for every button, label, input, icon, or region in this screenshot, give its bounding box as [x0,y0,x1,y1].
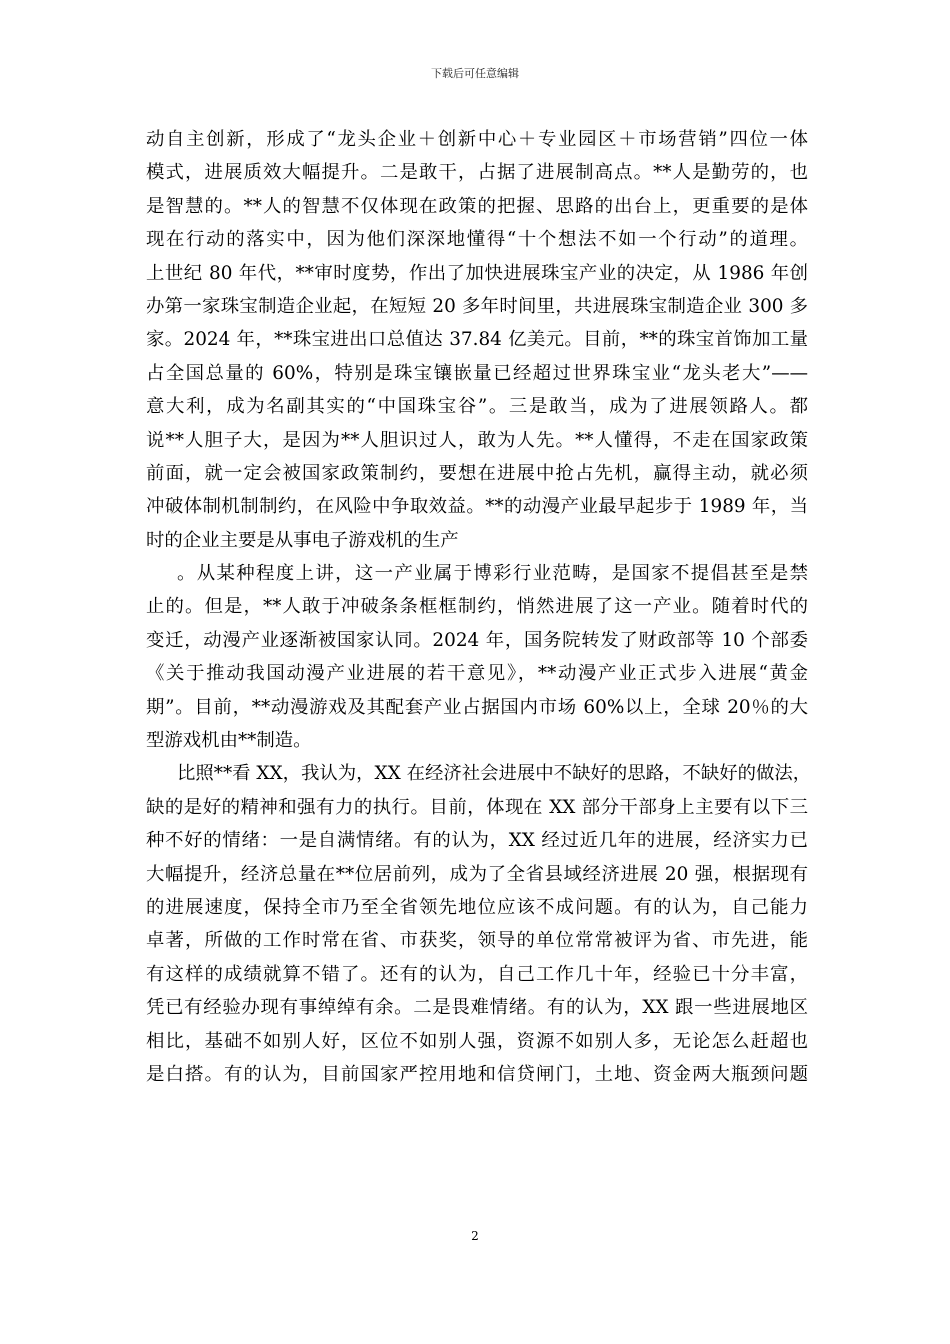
text-line: 冲破体制机制制约，在风险中争取效益。**的动漫产业最早起步于 1989 年，当 [146,496,808,518]
text-line: 期”。目前，**动漫游戏及其配套产业占据国内市场 60%以上，全球 20％的大 [146,696,808,718]
page-header: 下载后可任意编辑 [431,67,519,80]
text-line: 时的企业主要是从事电子游戏机的生产 [146,529,459,551]
text-line: 有这样的成绩就算不错了。还有的认为，自己工作几十年，经验已十分丰富， [146,963,808,985]
text-line: 现在行动的落实中，因为他们深深地懂得“十个想法不如一个行动”的道理。 [146,229,808,251]
text-line: 《关于推动我国动漫产业进展的若干意见》，**动漫产业正式步入进展“黄金 [146,663,808,685]
text-line: 变迁，动漫产业逐渐被国家认同。2024 年，国务院转发了财政部等 10 个部委 [146,629,808,651]
document-body [146,123,812,1091]
text-line: 。从某种程度上讲，这一产业属于博彩行业范畴，是国家不提倡甚至是禁 [177,563,808,585]
text-line: 家。2024 年，**珠宝进出口总值达 37.84 亿美元。目前，**的珠宝首饰加工量 [146,329,808,351]
text-line: 种不好的情绪：一是自满情绪。有的认为，XX 经过近几年的进展，经济实力已 [146,830,808,852]
text-line: 相比，基础不如别人好，区位不如别人强，资源不如别人多，无论怎么赶超也 [146,1030,808,1052]
text-line: 型游戏机由**制造。 [146,730,312,752]
text-line: 说**人胆子大，是因为**人胆识过人，敢为人先。**人懂得，不走在国家政策 [146,429,808,451]
text-line: 是智慧的。**人的智慧不仅体现在政策的把握、思路的出台上，更重要的是体 [146,195,808,217]
text-line: 占全国总量的 60%，特别是珠宝镶嵌量已经超过世界珠宝业“龙头老大”—— [146,362,808,384]
text-line: 止的。但是，**人敢于冲破条条框框制约，悄然进展了这一产业。随着时代的 [146,596,808,618]
text-line: 前面，就一定会被国家政策制约，要想在进展中抢占先机，赢得主动，就必须 [146,462,808,484]
text-line: 大幅提升，经济总量在**位居前列，成为了全省县域经济进展 20 强，根据现有 [146,863,808,885]
text-line: 是白搭。有的认为，目前国家严控用地和信贷闸门，土地、资金两大瓶颈问题 [146,1063,808,1085]
text-line: 卓著，所做的工作时常在省、市获奖，领导的单位常常被评为省、市先进，能 [146,930,808,952]
text-line: 凭已有经验办现有事绰绰有余。二是畏难情绪。有的认为，XX 跟一些进展地区 [146,997,808,1019]
text-line: 动自主创新，形成了“龙头企业＋创新中心＋专业园区＋市场营销”四位一体 [146,129,808,150]
text-line: 的进展速度，保持全市乃至全省领先地位应该不成问题。有的认为，自己能力 [146,896,808,918]
text-line: 缺的是好的精神和强有力的执行。目前，体现在 XX 部分干部身上主要有以下三 [146,796,808,818]
text-line: 上世纪 80 年代，**审时度势，作出了加快进展珠宝产业的决定，从 1986 年创 [146,262,808,284]
text-line: 办第一家珠宝制造企业起，在短短 20 多年时间里，共进展珠宝制造企业 300 多 [146,295,808,317]
text-line: 模式，进展质效大幅提升。二是敢干，占据了进展制高点。**人是勤劳的，也 [146,162,808,184]
text-line: 比照**看 XX，我认为，XX 在经济社会进展中不缺好的思路，不缺好的做法， [177,763,812,785]
text-line: 意大利，成为名副其实的“中国珠宝谷”。三是敢当，成为了进展领路人。都 [146,396,808,418]
page-number: 2 [471,1229,479,1243]
